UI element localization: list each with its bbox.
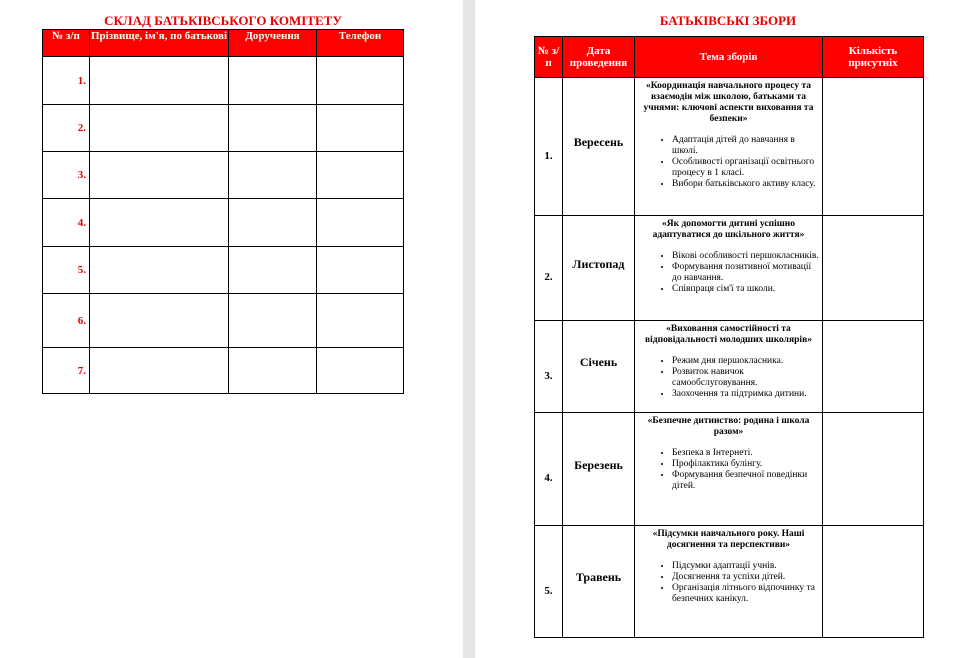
- row-number: 3.: [43, 152, 90, 199]
- meeting-topic-cell: [635, 216, 823, 321]
- attendance-cell[interactable]: [823, 216, 924, 321]
- attendance-cell[interactable]: [823, 321, 924, 413]
- document-page-left: [0, 0, 463, 658]
- meeting-number: 4.: [535, 413, 563, 526]
- committee-title: СКЛАД БАТЬКІВСЬКОГО КОМІТЕТУ: [104, 13, 342, 28]
- meeting-number: 5.: [535, 526, 563, 638]
- agenda-item: • Організація літнього відпочинку та безпечних канікул.: [672, 583, 819, 605]
- row-number: 4.: [43, 199, 90, 247]
- meeting-topic-title: «Координація навчального процесу та взаємодія між школою, батьками та учнями: ключові аспекти виховання та безпеки»: [643, 81, 814, 124]
- meeting-month: Січень: [563, 321, 635, 413]
- meetings-header-row: [535, 37, 924, 78]
- name-cell[interactable]: [90, 57, 229, 105]
- table-row: [535, 526, 924, 638]
- table-row: [535, 216, 924, 321]
- name-cell[interactable]: [90, 294, 229, 348]
- name-cell[interactable]: [90, 199, 229, 247]
- meeting-agenda-list: [638, 135, 819, 190]
- row-number: 7.: [43, 348, 90, 394]
- attendance-cell[interactable]: [823, 526, 924, 638]
- phone-cell[interactable]: [317, 247, 404, 294]
- agenda-item: • Вікові особливості першокласників.: [672, 251, 819, 262]
- header-date: Дата проведення: [563, 37, 635, 78]
- meeting-agenda-list: [638, 356, 819, 400]
- assignment-cell[interactable]: [229, 105, 317, 152]
- row-number: 5.: [43, 247, 90, 294]
- table-row: [43, 199, 404, 247]
- agenda-item: • Заохочення та підтримка дитини.: [672, 389, 819, 400]
- meeting-topic-title: «Підсумки навчального року. Наші досягнення та перспективи»: [652, 529, 805, 550]
- header-topic: Тема зборів: [635, 37, 823, 78]
- agenda-item: • Особливості організації освітнього процесу в 1 класі.: [672, 157, 819, 179]
- assignment-cell[interactable]: [229, 199, 317, 247]
- attendance-cell[interactable]: [823, 413, 924, 526]
- row-number: 6.: [43, 294, 90, 348]
- row-number: 1.: [43, 57, 90, 105]
- table-row: [535, 321, 924, 413]
- table-row: [43, 247, 404, 294]
- assignment-cell[interactable]: [229, 348, 317, 394]
- meeting-topic-cell: [635, 413, 823, 526]
- agenda-item: • Адаптація дітей до навчання в школі.: [672, 135, 819, 157]
- meeting-topic-cell: [635, 321, 823, 413]
- meeting-number: 2.: [535, 216, 563, 321]
- assignment-cell[interactable]: [229, 247, 317, 294]
- agenda-item: • Безпека в Інтернеті.: [672, 448, 819, 459]
- table-row: [43, 57, 404, 105]
- phone-cell[interactable]: [317, 152, 404, 199]
- agenda-item: • Підсумки адаптації учнів.: [672, 561, 819, 572]
- meeting-agenda-list: [638, 561, 819, 605]
- phone-cell[interactable]: [317, 348, 404, 394]
- header-phone: Телефон: [317, 30, 404, 57]
- meeting-month: Вересень: [563, 78, 635, 216]
- meeting-number: 1.: [535, 78, 563, 216]
- table-row: [535, 78, 924, 216]
- attendance-cell[interactable]: [823, 78, 924, 216]
- agenda-item: • Співпраця сім'ї та школи.: [672, 284, 819, 295]
- name-cell[interactable]: [90, 247, 229, 294]
- meetings-title: БАТЬКІВСЬКІ ЗБОРИ: [659, 13, 797, 28]
- phone-cell[interactable]: [317, 57, 404, 105]
- header-number: № з/п: [535, 37, 563, 78]
- agenda-item: • Формування позитивної мотивації до навчання.: [672, 262, 819, 284]
- meeting-month: Листопад: [563, 216, 635, 321]
- meeting-month: Березень: [563, 413, 635, 526]
- table-row: [43, 348, 404, 394]
- meeting-month: Травень: [563, 526, 635, 638]
- meeting-topic-cell: [635, 526, 823, 638]
- phone-cell[interactable]: [317, 105, 404, 152]
- meeting-topic-title: «Як допомогти дитині успішно адаптуватися до шкільного життя»: [652, 219, 805, 240]
- name-cell[interactable]: [90, 348, 229, 394]
- name-cell[interactable]: [90, 105, 229, 152]
- agenda-item: • Формування безпечної поведінки дітей.: [672, 470, 819, 492]
- assignment-cell[interactable]: [229, 294, 317, 348]
- document-page-right: [475, 0, 954, 658]
- phone-cell[interactable]: [317, 294, 404, 348]
- agenda-item: • Досягнення та успіхи дітей.: [672, 572, 819, 583]
- agenda-item: • Профілактика булінгу.: [672, 459, 819, 470]
- meeting-agenda-list: [638, 251, 819, 295]
- committee-table: [42, 29, 404, 394]
- table-row: [43, 105, 404, 152]
- header-assignment: Доручення: [229, 30, 317, 57]
- header-attendance: Кількість присутніх: [823, 37, 924, 78]
- header-full-name: Прізвище, ім'я, по батькові: [90, 30, 229, 57]
- phone-cell[interactable]: [317, 199, 404, 247]
- committee-header-row: [43, 30, 404, 57]
- assignment-cell[interactable]: [229, 152, 317, 199]
- agenda-item: • Вибори батьківського активу класу.: [672, 179, 819, 190]
- meeting-agenda-list: [638, 448, 819, 492]
- meeting-topic-title: «Виховання самостійності та відповідальності молодших школярів»: [645, 324, 812, 345]
- meeting-topic-cell: [635, 78, 823, 216]
- table-row: [535, 413, 924, 526]
- meetings-table: [534, 36, 924, 638]
- header-number: № з/п: [43, 30, 90, 57]
- name-cell[interactable]: [90, 152, 229, 199]
- agenda-item: • Режим дня першокласника.: [672, 356, 819, 367]
- agenda-item: • Розвиток навичок самообслуговування.: [672, 367, 819, 389]
- table-row: [43, 294, 404, 348]
- meeting-number: 3.: [535, 321, 563, 413]
- assignment-cell[interactable]: [229, 57, 317, 105]
- meeting-topic-title: «Безпечне дитинство: родина і школа разом»: [647, 416, 810, 437]
- table-row: [43, 152, 404, 199]
- row-number: 2.: [43, 105, 90, 152]
